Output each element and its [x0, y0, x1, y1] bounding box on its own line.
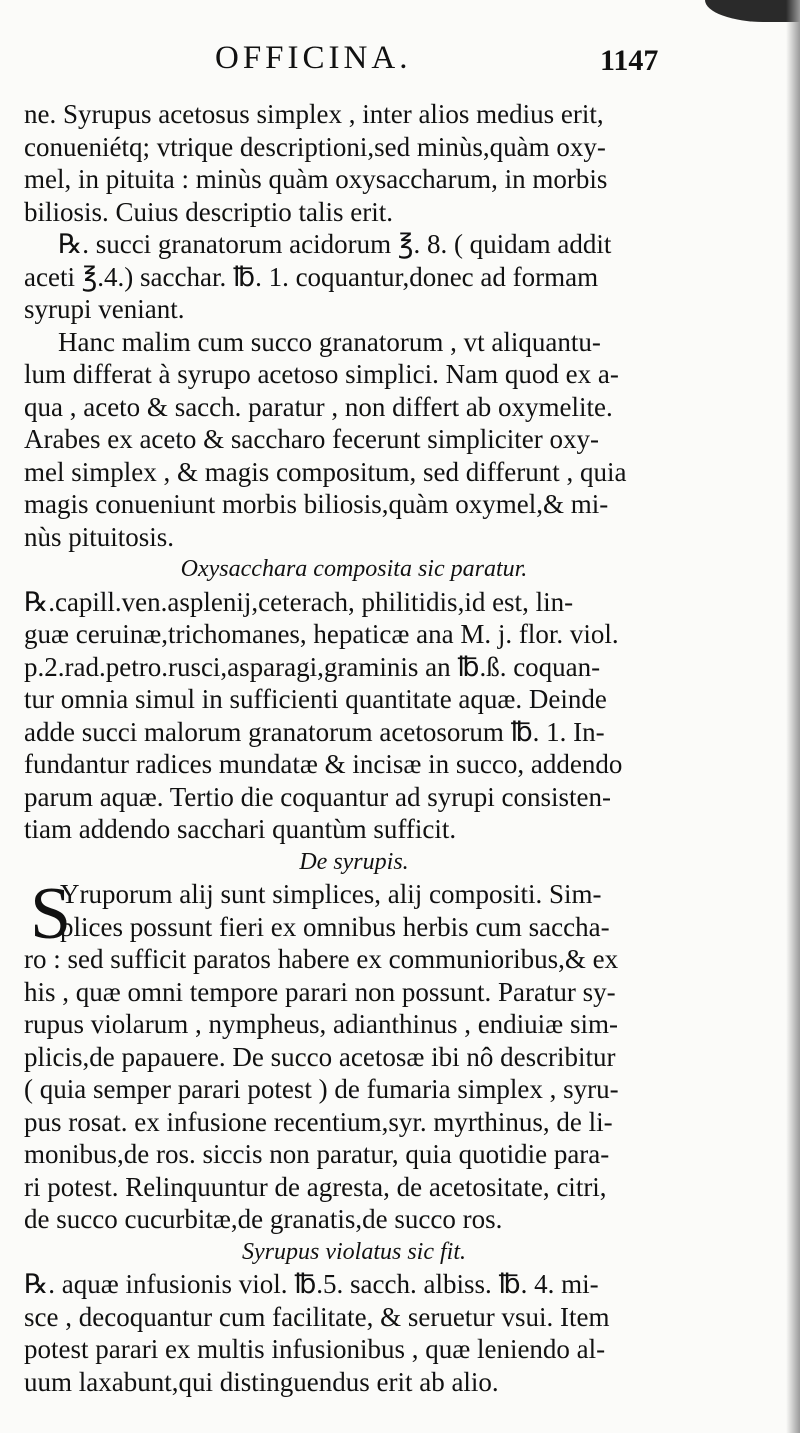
- recipe-line: tiam addendo sacchari quantùm sufficit.: [24, 814, 457, 844]
- recipe-line: guæ ceruinæ,trichomanes, hepaticæ ana M. j. flor. viol.: [24, 619, 619, 649]
- text-line: ( quia semper parari potest ) de fumaria simplex , syru-: [24, 1074, 619, 1104]
- text-line: rupus violarum , nympheus, adianthinus , endiuiæ sim-: [24, 1009, 618, 1039]
- recipe-line: syrupi veniant.: [24, 294, 185, 324]
- text-line: plices possunt fieri ex omnibus herbis cum saccha-: [60, 911, 610, 942]
- section-heading-syrupus-violatus: Syrupus violatus sic fit.: [242, 1238, 466, 1265]
- recipe-line: ℞. succi granatorum acidorum ℥. 8. ( quidam addit: [58, 229, 612, 259]
- drop-cap: S: [30, 873, 72, 955]
- page-edge-shadow: [786, 0, 800, 1433]
- recipe-line: parum aquæ. Tertio die coquantur ad syrupi consisten-: [24, 781, 611, 812]
- text-line: his , quæ omni tempore parari non possunt. Paratur sy-: [24, 976, 616, 1007]
- recipe-line: potest parari ex multis infusionibus , quæ leniendo al-: [24, 1334, 606, 1364]
- recipe-line: fundantur radices mundatæ & incisæ in succo, addendo: [24, 749, 623, 779]
- text-line: ri potest. Relinquuntur de agresta, de acetositate, citri,: [24, 1171, 607, 1202]
- recipe-line: adde succi malorum granatorum acetosorum ℔. 1. In-: [24, 716, 605, 747]
- recipe-line: uum laxabunt,qui distinguendus erit ab alio.: [24, 1366, 499, 1397]
- text-line: Hanc malim cum succo granatorum , vt aliquantu-: [58, 326, 601, 357]
- recipe-line: ℞.capill.ven.asplenij,ceterach, philitidis,id est, lin-: [24, 586, 574, 617]
- section-heading-de-syrupis: De syrupis.: [299, 848, 409, 875]
- text-line: mel, in pituita : minùs quàm oxysaccharum, in morbis: [24, 164, 608, 194]
- recipe-line: aceti ℥.4.) sacchar. ℔. 1. coquantur,donec ad formam: [24, 261, 599, 292]
- recipe-line: ℞. aquæ infusionis viol. ℔.5. sacch. albiss. ℔. 4. mi-: [24, 1269, 599, 1299]
- text-line: plicis,de papauere. De succo acetosæ ibi nô describitur: [24, 1041, 616, 1072]
- text-line: biliosis. Cuius descriptio talis erit.: [24, 196, 393, 227]
- text-line: magis conueniunt morbis biliosis,quàm oxymel,& mi-: [24, 489, 609, 519]
- page-number: 1147: [600, 44, 659, 77]
- page-header: [0, 40, 800, 90]
- recipe-line: tur omnia simul in sufficienti quantitate aquæ. Deinde: [24, 684, 607, 714]
- text-line: lum differat à syrupo acetoso simplici. Nam quod ex a-: [24, 359, 619, 389]
- dropcap-paragraph: [24, 873, 684, 955]
- text-line: monibus,de ros. siccis non paratur, quia quotidie para-: [24, 1139, 610, 1169]
- text-line: Arabes ex aceto & saccharo fecerunt simpliciter oxy-: [24, 424, 599, 454]
- section-heading-oxysacchara: Oxysacchara composita sic paratur.: [180, 556, 528, 582]
- text-line: ne. Syrupus acetosus simplex , inter alios medius erit,: [24, 99, 604, 129]
- page-text: [24, 98, 684, 1398]
- text-line: de succo cucurbitæ,de granatis,de succo ros.: [24, 1204, 503, 1234]
- recipe-line: p.2.rad.petro.rusci,asparagi,graminis an ℔.ß. coquan-: [24, 651, 601, 682]
- text-line: mel simplex , & magis compositum, sed differunt , quia: [24, 456, 627, 487]
- text-line: nùs pituitosis.: [24, 521, 175, 552]
- text-line: ro : sed sufficit paratos habere ex communioribus,& ex: [24, 944, 619, 974]
- recipe-line: sce , decoquantur cum facilitate, & seruetur vsui. Item: [24, 1301, 610, 1332]
- text-line: conueniétq; vtrique descriptioni,sed minùs,quàm oxy-: [24, 131, 606, 162]
- text-line: pus rosat. ex infusione recentium,syr. myrthinus, de li-: [24, 1106, 613, 1137]
- running-title: OFFICINA.: [215, 40, 412, 76]
- text-line: qua , aceto & sacch. paratur , non differt ab oxymelite.: [24, 391, 613, 422]
- text-line: Yruporum alij sunt simplices, alij compositi. Sim-: [60, 879, 602, 909]
